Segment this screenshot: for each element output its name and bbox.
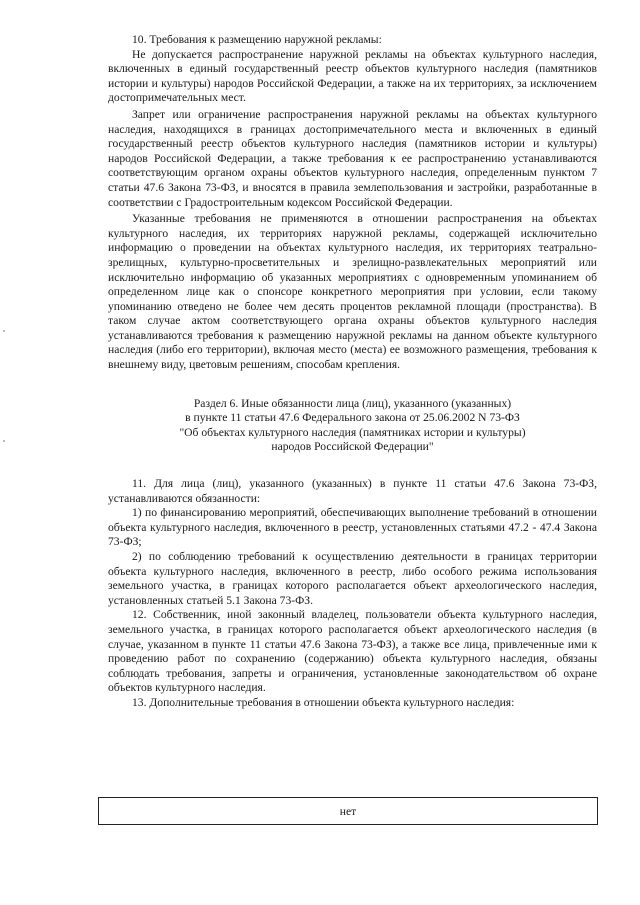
item-10-title: 10. Требования к размещению наружной рекламы:	[132, 33, 382, 46]
document-body	[108, 33, 597, 711]
additional-requirements-box	[98, 797, 598, 825]
section-6-title-line-2: в пункте 11 статьи 47.6 Федерального закона от 25.06.2002 N 73-ФЗ	[185, 411, 520, 425]
scan-mark	[3, 440, 5, 442]
section-6-title	[108, 397, 597, 455]
paragraph-advertising-restriction: Запрет или ограничение распространения наружной рекламы на объектах культурного наследия, находящихся в границах достопримечательного места и включенных в единый государственный реестр объектов культурного наследия (памятников истории и культуры) народов Российской Федерации, а также требования к ее распространению устанавливаются соответствующим органом охраны объектов культурного наследия, определенным пунктом 7 статьи 47.6 Закона 73-ФЗ, и вносятся в правила землепользования и застройки, разработанные в соответствии с Градостроительным кодексом Российской Федерации.	[108, 107, 597, 209]
section-6-title-line-1: Раздел 6. Иные обязанности лица (лиц), указанного (указанных)	[193, 396, 512, 410]
section-6-title-line-4: народов Российской Федерации"	[271, 440, 434, 454]
item-13: 13. Дополнительные требования в отношении объекта культурного наследия:	[132, 695, 515, 709]
section-6-title-line-3: "Об объектах культурного наследия (памятниках истории и культуры)	[179, 425, 526, 439]
paragraph-advertising-ban: Не допускается распространение наружной рекламы на объектах культурного наследия, включенных в единый государственный реестр объектов культурного наследия (памятников истории и культуры) народов Российской Федерации, а также на их территориях, за исключением достопримечательных мест.	[108, 47, 597, 105]
item-12: 12. Собственник, иной законный владелец, пользователи объекта культурного наследия, земельного участка, в границах которого располагается объект археологического наследия (в случае, указанном в пункте 11 статьи 47.6 Закона 73-ФЗ), а также все лица, привлеченные ими к проведению работ по сохранению (содержанию) объекта культурного наследия, обязаны соблюдать требования, запреты и ограничения, установленные законодательством об охране объектов культурного наследия.	[108, 608, 597, 695]
paragraph-advertising-exceptions: Указанные требования не применяются в отношении распространения на объектах культурного наследия, их территориях наружной рекламы, содержащей исключительно информацию о проведении на объектах культурного наследия, их территориях театрально-зрелищных, культурно-просветительных и зрелищно-развлекательных мероприятий или исключительно информацию об указанных мероприятиях с одновременным упоминанием об определенном лице как о спонсоре конкретного мероприятия при условии, если такому упоминанию отведено не более чем десять процентов рекламной площади (пространства). В таком случае актом соответствующего органа охраны объектов культурного наследия устанавливаются требования к размещению наружной рекламы на данном объекте культурного наследия (либо его территории), включая место (места) ее возможного размещения, требования к внешнему виду, цветовым решениям, способам крепления.	[108, 212, 597, 372]
scan-mark	[3, 330, 5, 332]
additional-requirements-value: нет	[339, 804, 357, 818]
item-11-1: 1) по финансированию мероприятий, обеспечивающих выполнение требований в отношении объекта культурного наследия, включенного в реестр, установленных статьями 47.2 - 47.4 Закона 73-ФЗ;	[108, 506, 597, 549]
item-11: 11. Для лица (лиц), указанного (указанных) в пункте 11 статьи 47.6 Закона 73-ФЗ, устанавливаются обязанности:	[108, 477, 597, 505]
item-11-2: 2) по соблюдению требований к осуществлению деятельности в границах территории объекта культурного наследия, включенного в реестр, либо особого режима использования земельного участка, в границах которого располагается объект археологического наследия, установленных статьей 5.1 Закона 73-ФЗ.	[108, 550, 597, 607]
